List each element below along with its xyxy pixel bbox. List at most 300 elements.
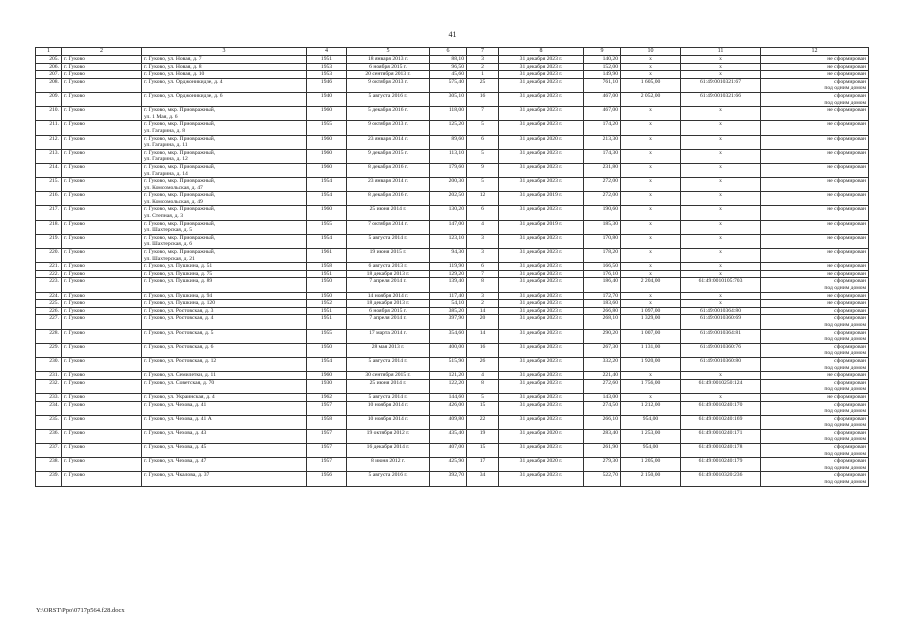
count-cell: 2 [467, 63, 499, 71]
count-cell: 15 [467, 401, 499, 415]
year-built-cell: 1957 [307, 429, 347, 443]
city-cell: г. Гуково [62, 372, 142, 380]
date-cell: 8 июня 2012 г. [347, 458, 430, 472]
status-cell-line: под одним домом [824, 321, 866, 328]
city-cell: г. Гуково [62, 429, 142, 443]
status-cell-line: не сформирован [827, 192, 866, 199]
city-cell: г. Гуково [62, 63, 142, 71]
row-number: 208. [36, 78, 62, 92]
address-cell [142, 206, 307, 220]
address-cell-line: г. Гуково, ул. Чехова, д. 41 А [144, 415, 212, 422]
land-area-cell: 1 253,00 [621, 429, 681, 443]
row-number: 213. [36, 149, 62, 163]
table-row [36, 343, 869, 357]
city-cell: г. Гуково [62, 307, 142, 315]
address-cell [142, 78, 307, 92]
status-cell [761, 234, 869, 248]
cost-cell: 467,00 [584, 92, 621, 106]
date-cell: 16 декабря 2014 г. [347, 444, 430, 458]
table-row [36, 372, 869, 380]
status-cell [761, 107, 869, 121]
year-built-cell: 1960 [307, 107, 347, 121]
city-cell: г. Гуково [62, 206, 142, 220]
date-cell: 9 декабря 2015 г. [347, 149, 430, 163]
status-cell [761, 163, 869, 177]
status-cell [761, 263, 869, 271]
deadline-cell: 31 декабря 2023 г. [499, 92, 584, 106]
row-number: 210. [36, 107, 62, 121]
status-cell [761, 149, 869, 163]
status-cell-line: не сформирован [827, 163, 866, 170]
status-cell [761, 278, 869, 292]
address-cell-line: г. Гуково, ул. Новая, д. 7 [144, 56, 202, 62]
table-row [36, 278, 869, 292]
column-number: 2 [62, 48, 142, 56]
city-cell: г. Гуково [62, 121, 142, 135]
column-number: 6 [430, 48, 467, 56]
deadline-cell: 31 декабря 2023 г. [499, 379, 584, 393]
land-area-cell: 1 007,00 [621, 329, 681, 343]
cost-cell: 166,50 [584, 263, 621, 271]
address-cell-line: г. Гуково, ул. Ростовская, д. 5 [144, 329, 214, 336]
year-built-cell: 1930 [307, 379, 347, 393]
city-cell: г. Гуково [62, 234, 142, 248]
cadastral-number-cell: х [681, 149, 761, 163]
row-number: 225. [36, 300, 62, 308]
count-cell: 5 [467, 149, 499, 163]
year-built-cell: 1958 [307, 263, 347, 271]
status-cell-line: сформирован [834, 78, 866, 85]
cadastral-number-cell: х [681, 249, 761, 263]
date-cell: 10 ноября 2014 г. [347, 401, 430, 415]
deadline-cell: 31 декабря 2023 г. [499, 178, 584, 192]
status-cell-line: под одним домом [824, 85, 866, 92]
table-row [36, 163, 869, 177]
deadline-cell: 31 декабря 2023 г. [499, 278, 584, 292]
cadastral-number-cell: х [681, 121, 761, 135]
count-cell: 9 [467, 163, 499, 177]
city-cell: г. Гуково [62, 300, 142, 308]
land-area-cell: х [621, 178, 681, 192]
status-cell-line: не сформирован [827, 263, 866, 270]
year-built-cell: 1952 [307, 300, 347, 308]
land-area-cell: х [621, 71, 681, 79]
table-body [36, 56, 869, 487]
row-number: 235. [36, 415, 62, 429]
date-cell: 19 июня 2015 г. [347, 249, 430, 263]
date-cell: 14 ноября 2014 г. [347, 292, 430, 300]
row-number: 230. [36, 357, 62, 371]
cost-cell: 261,90 [584, 444, 621, 458]
address-cell [142, 357, 307, 371]
table-row [36, 71, 869, 79]
address-cell-line: г. Гуково, ул. Чкалова, д. 37 [144, 472, 210, 479]
column-number: 12 [761, 48, 869, 56]
column-number: 11 [681, 48, 761, 56]
count-cell: 3 [467, 234, 499, 248]
status-cell-line: не сформирован [827, 372, 866, 379]
deadline-cell: 31 декабря 2023 г. [499, 329, 584, 343]
row-number: 236. [36, 429, 62, 443]
address-cell [142, 415, 307, 429]
address-cell-line: г. Гуково, мкр. Приовражный, [144, 121, 216, 128]
date-cell: 18 декабря 2013 г. [347, 300, 430, 308]
address-cell-line: ул. Гагарина, д. 12 [144, 156, 188, 163]
count-cell: 34 [467, 472, 499, 486]
address-cell-line: г. Гуково, ул. Советская, д. 70 [144, 379, 215, 386]
status-cell [761, 315, 869, 329]
land-area-cell: 1 212,00 [621, 401, 681, 415]
table-row [36, 220, 869, 234]
column-number: 4 [307, 48, 347, 56]
table-row [36, 315, 869, 329]
row-number: 211. [36, 121, 62, 135]
cadastral-number-cell: х [681, 263, 761, 271]
row-number: 239. [36, 472, 62, 486]
row-number: 222. [36, 270, 62, 278]
status-cell-line: сформирован [834, 343, 866, 350]
deadline-cell: 31 декабря 2023 г. [499, 472, 584, 486]
address-cell [142, 263, 307, 271]
land-area-cell: 1 205,00 [621, 458, 681, 472]
date-cell: 18 января 2013 г. [347, 56, 430, 64]
status-cell-line: под одним домом [824, 479, 866, 486]
address-cell [142, 343, 307, 357]
table-row [36, 401, 869, 415]
cadastral-number-cell: 61:49:0010240:169 [681, 415, 761, 429]
count-cell: 1 [467, 71, 499, 79]
date-cell: 20 сентября 2013 г. [347, 71, 430, 79]
city-cell: г. Гуково [62, 92, 142, 106]
table-row [36, 135, 869, 149]
count-cell: 19 [467, 429, 499, 443]
land-area-cell: 1 131,00 [621, 343, 681, 357]
area-cell: 119,90 [430, 263, 467, 271]
cost-cell: 266,10 [584, 415, 621, 429]
date-cell: 5 августа 2016 г. [347, 92, 430, 106]
status-cell [761, 220, 869, 234]
address-cell-line: г. Гуково, ул. Чехова, д. 47 [144, 458, 207, 465]
cost-cell: 332,20 [584, 357, 621, 371]
land-area-cell: х [621, 234, 681, 248]
land-area-cell: х [621, 192, 681, 206]
address-cell [142, 71, 307, 79]
deadline-cell: 31 декабря 2023 г. [499, 249, 584, 263]
status-cell-line: под одним домом [824, 99, 866, 106]
cost-cell: 272,00 [584, 192, 621, 206]
count-cell: 6 [467, 263, 499, 271]
cadastral-number-cell: 61:49:0010240:178 [681, 444, 761, 458]
table-row [36, 379, 869, 393]
year-built-cell: 1960 [307, 149, 347, 163]
address-cell-line: г. Гуково, ул. Пушкина, д. 75 [144, 270, 213, 277]
column-number: 8 [499, 48, 584, 56]
city-cell: г. Гуково [62, 278, 142, 292]
status-cell-line: под одним домом [824, 422, 866, 429]
address-cell-line: г. Гуково, ул. Пушкина, д. 120 [144, 300, 216, 307]
address-cell [142, 393, 307, 401]
table-row [36, 329, 869, 343]
address-cell [142, 444, 307, 458]
address-cell [142, 315, 307, 329]
status-cell [761, 393, 869, 401]
address-cell-line: г. Гуково, ул. Ростовская, д. 4 [144, 315, 214, 322]
area-cell: 435,40 [430, 429, 467, 443]
land-area-cell: х [621, 372, 681, 380]
cadastral-number-cell: 61:49:0010364:80 [681, 307, 761, 315]
address-cell-line: г. Гуково, ул. Пушкина, д. 51 [144, 263, 213, 270]
land-area-cell: 1 329,00 [621, 315, 681, 329]
cadastral-number-cell: х [681, 372, 761, 380]
city-cell: г. Гуково [62, 292, 142, 300]
deadline-cell: 31 декабря 2023 г. [499, 401, 584, 415]
status-cell-line: не сформирован [827, 270, 866, 277]
count-cell: 4 [467, 372, 499, 380]
status-cell [761, 78, 869, 92]
address-cell [142, 270, 307, 278]
city-cell: г. Гуково [62, 263, 142, 271]
count-cell: 8 [467, 379, 499, 393]
status-cell-line: не сформирован [827, 63, 866, 70]
address-cell [142, 163, 307, 177]
status-cell-line: не сформирован [827, 121, 866, 128]
status-cell-line: сформирован [834, 444, 866, 451]
land-area-cell: 1 605,00 [621, 78, 681, 92]
status-cell-line: под одним домом [824, 386, 866, 393]
row-number: 232. [36, 379, 62, 393]
city-cell: г. Гуково [62, 379, 142, 393]
area-cell: 179,60 [430, 163, 467, 177]
deadline-cell: 31 декабря 2023 г. [499, 263, 584, 271]
table-row [36, 300, 869, 308]
deadline-cell: 31 декабря 2023 г. [499, 270, 584, 278]
table-row [36, 292, 869, 300]
count-cell: 3 [467, 292, 499, 300]
status-cell-line: сформирован [834, 429, 866, 436]
city-cell: г. Гуково [62, 401, 142, 415]
status-cell [761, 206, 869, 220]
count-cell: 7 [467, 270, 499, 278]
land-area-cell: х [621, 107, 681, 121]
address-cell-line: ул. 1 Мая, д. 6 [144, 113, 178, 120]
count-cell: 6 [467, 135, 499, 149]
status-cell-line: не сформирован [827, 56, 866, 62]
status-cell [761, 343, 869, 357]
status-cell [761, 444, 869, 458]
year-built-cell: 1960 [307, 206, 347, 220]
deadline-cell: 31 декабря 2020 г. [499, 458, 584, 472]
year-built-cell: 1946 [307, 78, 347, 92]
count-cell: 12 [467, 192, 499, 206]
address-cell-line: г. Гуково, мкр. Приовражный, [144, 234, 216, 241]
address-cell [142, 401, 307, 415]
table-row [36, 63, 869, 71]
row-number: 227. [36, 315, 62, 329]
row-number: 228. [36, 329, 62, 343]
row-number: 219. [36, 234, 62, 248]
table-row [36, 357, 869, 371]
date-cell: 7 апреля 2014 г. [347, 278, 430, 292]
status-cell-line: сформирован [834, 315, 866, 322]
deadline-cell: 31 декабря 2023 г. [499, 78, 584, 92]
date-cell: 5 декабря 2016 г. [347, 107, 430, 121]
status-cell-line: сформирован [834, 92, 866, 99]
address-cell-line: ул. Гагарина, д. 11 [144, 142, 188, 149]
status-cell [761, 472, 869, 486]
address-cell [142, 458, 307, 472]
cost-cell: 290,20 [584, 329, 621, 343]
status-cell [761, 458, 869, 472]
address-cell-line: г. Гуково, мкр. Приовражный, [144, 220, 216, 227]
column-number: 10 [621, 48, 681, 56]
cost-cell: 178,20 [584, 249, 621, 263]
cadastral-number-cell: 61:49:0010320:236 [681, 472, 761, 486]
area-cell: 400,00 [430, 343, 467, 357]
row-number: 207. [36, 71, 62, 79]
cadastral-number-cell: 61:49:0010360:80 [681, 357, 761, 371]
count-cell: 3 [467, 56, 499, 64]
area-cell: 125,20 [430, 121, 467, 135]
deadline-cell: 31 декабря 2023 г. [499, 300, 584, 308]
status-cell [761, 192, 869, 206]
year-built-cell: 1956 [307, 472, 347, 486]
deadline-cell: 31 декабря 2023 г. [499, 71, 584, 79]
column-number: 9 [584, 48, 621, 56]
address-cell [142, 429, 307, 443]
cost-cell: 172,70 [584, 292, 621, 300]
cost-cell: 143,00 [584, 393, 621, 401]
area-cell: 88,10 [430, 56, 467, 64]
cadastral-number-cell: х [681, 270, 761, 278]
cost-cell: 186,40 [584, 278, 621, 292]
cadastral-number-cell: х [681, 206, 761, 220]
area-cell: 144,60 [430, 393, 467, 401]
city-cell: г. Гуково [62, 135, 142, 149]
date-cell: 9 октября 2013 г. [347, 121, 430, 135]
city-cell: г. Гуково [62, 458, 142, 472]
land-area-cell: 1 920,00 [621, 357, 681, 371]
date-cell: 17 марта 2014 г. [347, 329, 430, 343]
status-cell-line: сформирован [834, 278, 866, 285]
cadastral-number-cell: х [681, 234, 761, 248]
cadastral-number-cell: х [681, 220, 761, 234]
cost-cell: 176,10 [584, 270, 621, 278]
cost-cell: 221,40 [584, 372, 621, 380]
area-cell: 202,50 [430, 192, 467, 206]
cadastral-number-cell: 61:49:0010321:66 [681, 92, 761, 106]
area-cell: 147,00 [430, 220, 467, 234]
area-cell: 130,20 [430, 206, 467, 220]
table-row [36, 444, 869, 458]
deadline-cell: 31 декабря 2023 г. [499, 292, 584, 300]
city-cell: г. Гуково [62, 249, 142, 263]
year-built-cell: 1957 [307, 401, 347, 415]
status-cell [761, 92, 869, 106]
land-area-cell: х [621, 393, 681, 401]
cost-cell: 149,90 [584, 71, 621, 79]
city-cell: г. Гуково [62, 415, 142, 429]
year-built-cell: 1951 [307, 307, 347, 315]
address-cell-line: г. Гуково, мкр. Приовражный, [144, 149, 216, 156]
address-cell [142, 220, 307, 234]
address-cell [142, 135, 307, 149]
deadline-cell: 31 декабря 2020 г. [499, 135, 584, 149]
year-built-cell: 1954 [307, 357, 347, 371]
row-number: 226. [36, 307, 62, 315]
address-cell [142, 278, 307, 292]
area-cell: 89,60 [430, 135, 467, 149]
status-cell-line: сформирован [834, 415, 866, 422]
housing-register-table [35, 47, 869, 487]
table-row [36, 107, 869, 121]
date-cell: 25 июня 2014 г. [347, 206, 430, 220]
count-cell: 26 [467, 357, 499, 371]
area-cell: 305,10 [430, 92, 467, 106]
status-cell-line: под одним домом [824, 285, 866, 291]
status-cell-line: не сформирован [827, 300, 866, 307]
address-cell-line: ул. Гагарина, д. 8 [144, 127, 185, 134]
year-built-cell: 1951 [307, 315, 347, 329]
land-area-cell: х [621, 121, 681, 135]
status-cell-line: не сформирован [827, 234, 866, 241]
status-cell-line: под одним домом [824, 350, 866, 357]
column-number: 7 [467, 48, 499, 56]
deadline-cell: 31 декабря 2019 г. [499, 220, 584, 234]
deadline-cell: 31 декабря 2020 г. [499, 429, 584, 443]
address-cell-line: г. Гуково, ул. Орджоникидзе, д. 4 [144, 78, 223, 85]
deadline-cell: 31 декабря 2023 г. [499, 343, 584, 357]
column-number: 3 [142, 48, 307, 56]
date-cell: 23 января 2014 г. [347, 135, 430, 149]
cadastral-number-cell: 61:49:0010360:76 [681, 343, 761, 357]
year-built-cell: 1960 [307, 135, 347, 149]
cost-cell: 140,20 [584, 56, 621, 64]
address-cell-line: ул. Комсомольская, д. 47 [144, 184, 203, 191]
address-cell-line: г. Гуково, ул. Новая, д. 8 [144, 63, 202, 70]
cadastral-number-cell: х [681, 192, 761, 206]
row-number: 221. [36, 263, 62, 271]
year-built-cell: 1951 [307, 56, 347, 64]
cost-cell: 266,80 [584, 307, 621, 315]
table-row [36, 429, 869, 443]
city-cell: г. Гуково [62, 329, 142, 343]
row-number: 224. [36, 292, 62, 300]
year-built-cell: 1955 [307, 121, 347, 135]
status-cell-line: не сформирован [827, 135, 866, 142]
cost-cell: 274,50 [584, 401, 621, 415]
area-cell: 407,00 [430, 444, 467, 458]
deadline-cell: 31 декабря 2023 г. [499, 415, 584, 429]
status-cell-line: сформирован [834, 458, 866, 465]
area-cell: 575,40 [430, 78, 467, 92]
table-row [36, 234, 869, 248]
status-cell [761, 135, 869, 149]
year-built-cell: 1953 [307, 71, 347, 79]
count-cell: 4 [467, 220, 499, 234]
cadastral-number-cell: 61:49:0010240:171 [681, 429, 761, 443]
deadline-cell: 31 декабря 2023 г. [499, 357, 584, 371]
year-built-cell: 1950 [307, 292, 347, 300]
city-cell: г. Гуково [62, 178, 142, 192]
status-cell [761, 300, 869, 308]
table-row [36, 178, 869, 192]
table-row [36, 458, 869, 472]
city-cell: г. Гуково [62, 78, 142, 92]
address-cell-line: ул. Шахтерская, д. 21 [144, 255, 195, 262]
cadastral-number-cell: х [681, 63, 761, 71]
count-cell: 16 [467, 92, 499, 106]
status-cell [761, 56, 869, 64]
